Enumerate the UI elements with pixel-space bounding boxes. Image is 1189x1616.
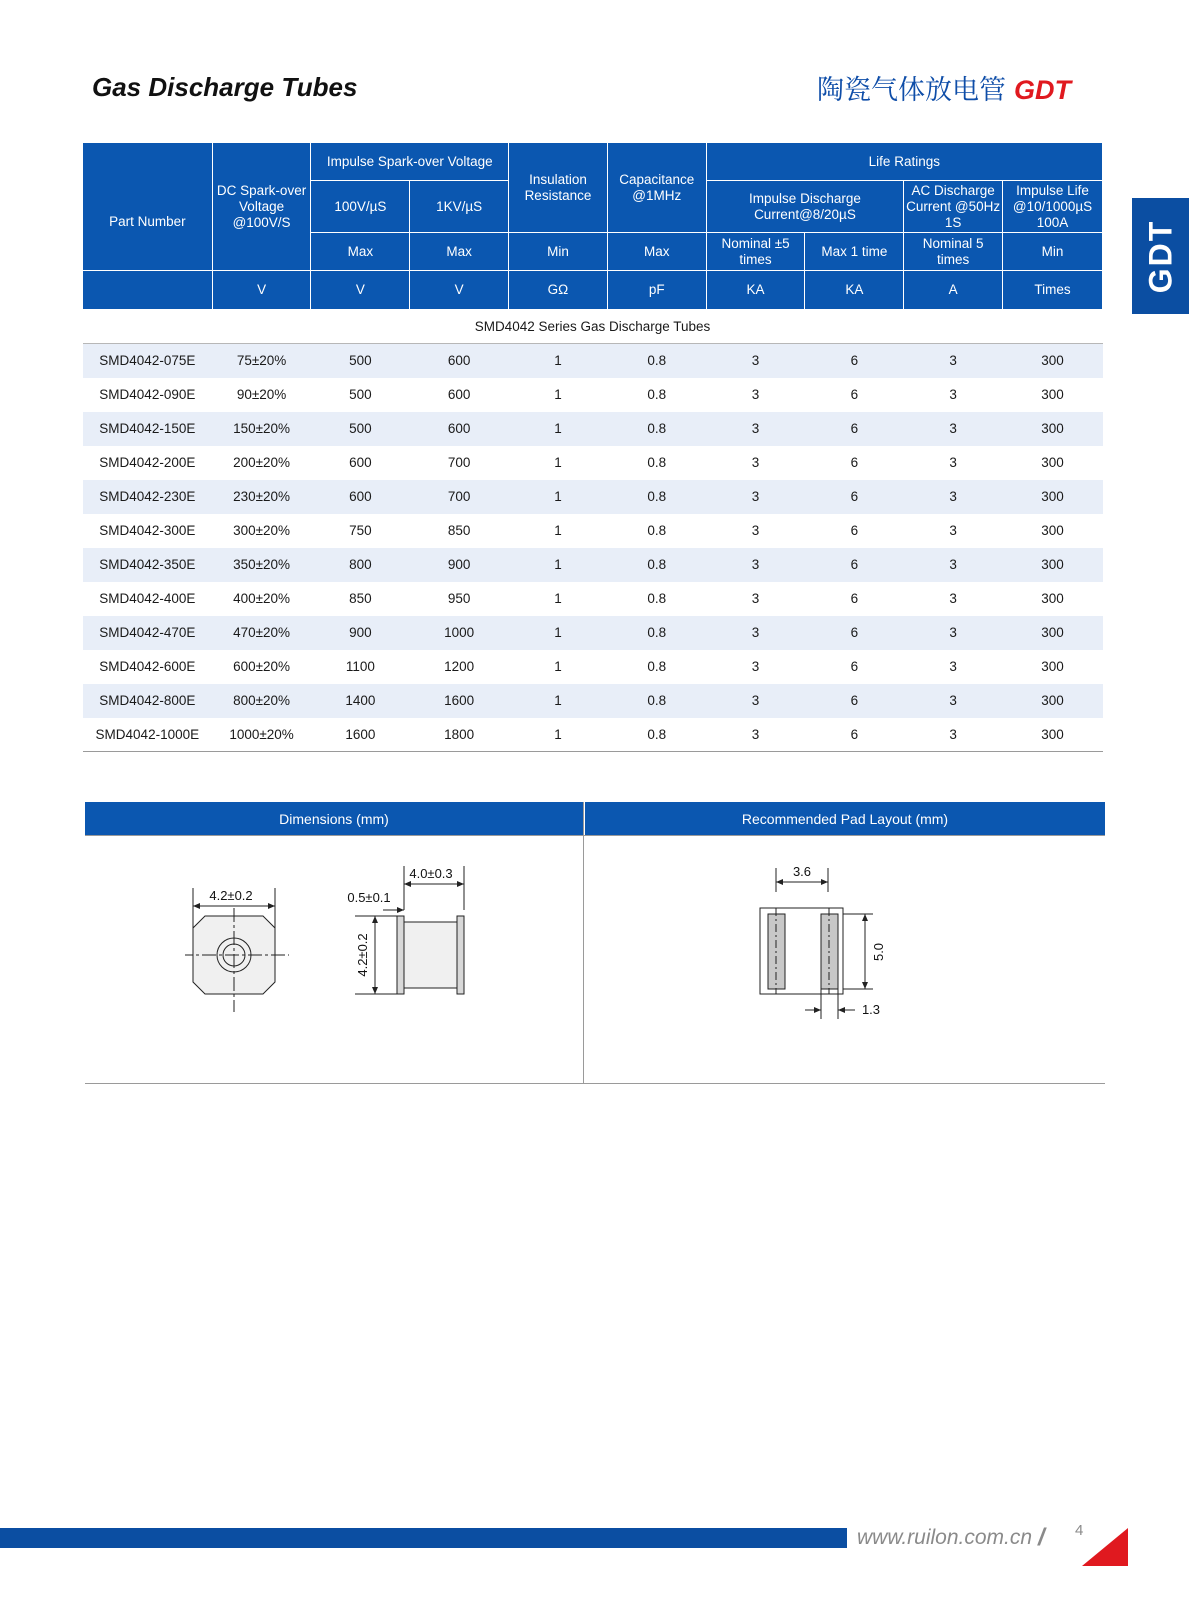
- sub-min-life: Min: [1003, 233, 1103, 271]
- pad-width-label: 1.3: [861, 1002, 881, 1017]
- col-dc-spark: DC Spark-over Voltage @100V/S: [212, 143, 311, 271]
- pad-layout-heading: Recommended Pad Layout (mm): [585, 802, 1105, 835]
- table-cell: 6: [805, 344, 904, 378]
- table-cell: 230±20%: [212, 480, 311, 514]
- table-cell: 3: [904, 548, 1003, 582]
- table-cell: 300: [1003, 616, 1103, 650]
- spec-table: [82, 142, 1103, 752]
- table-cell: 3: [706, 446, 805, 480]
- table-cell: 75±20%: [212, 344, 311, 378]
- page-number: 4: [1075, 1522, 1084, 1539]
- side-tab-label: GDT: [1142, 219, 1179, 293]
- table-cell: 90±20%: [212, 378, 311, 412]
- sub-nominal-ac: Nominal 5 times: [904, 233, 1003, 271]
- table-cell: 300: [1003, 582, 1103, 616]
- table-cell: 3: [904, 582, 1003, 616]
- table-cell: SMD4042-150E: [83, 412, 213, 446]
- table-cell: 3: [706, 412, 805, 446]
- table-cell: SMD4042-350E: [83, 548, 213, 582]
- table-row: [83, 480, 1103, 514]
- unit-insulation: GΩ: [509, 271, 608, 310]
- title-cn-text: 陶瓷气体放电管: [817, 75, 1006, 106]
- footer-url: www.ruilon.com.cn: [857, 1526, 1033, 1549]
- table-cell: 1: [509, 582, 608, 616]
- table-cell: 300: [1003, 412, 1103, 446]
- table-cell: 300: [1003, 344, 1103, 378]
- table-row: [83, 616, 1103, 650]
- table-cell: 350±20%: [212, 548, 311, 582]
- table-cell: 0.8: [607, 514, 706, 548]
- table-cell: 500: [311, 412, 410, 446]
- table-cell: 850: [410, 514, 509, 548]
- table-cell: 750: [311, 514, 410, 548]
- table-cell: 3: [904, 378, 1003, 412]
- table-cell: 600: [410, 412, 509, 446]
- table-cell: 500: [311, 344, 410, 378]
- table-cell: 3: [904, 650, 1003, 684]
- unit-life: Times: [1003, 271, 1103, 310]
- table-cell: SMD4042-200E: [83, 446, 213, 480]
- table-cell: 6: [805, 684, 904, 718]
- table-cell: 1000±20%: [212, 718, 311, 752]
- table-cell: 200±20%: [212, 446, 311, 480]
- panel-divider: [583, 802, 584, 1084]
- table-cell: 900: [410, 548, 509, 582]
- table-cell: 6: [805, 480, 904, 514]
- table-row: [83, 446, 1103, 480]
- table-cell: 6: [805, 446, 904, 480]
- table-cell: 600±20%: [212, 650, 311, 684]
- unit-100v: V: [311, 271, 410, 310]
- table-cell: 0.8: [607, 412, 706, 446]
- front-view-drawing: [185, 882, 325, 1042]
- table-cell: 0.8: [607, 548, 706, 582]
- page-title: Gas Discharge Tubes: [92, 72, 358, 102]
- sub-max-capacitance: Max: [607, 233, 706, 271]
- table-row: [83, 684, 1103, 718]
- table-cell: 0.8: [607, 684, 706, 718]
- col-life-ratings: Life Ratings: [706, 143, 1102, 181]
- table-cell: 3: [904, 616, 1003, 650]
- table-cell: 6: [805, 412, 904, 446]
- series-label: SMD4042 Series Gas Discharge Tubes: [83, 310, 1103, 344]
- table-row: [83, 514, 1103, 548]
- table-cell: 3: [904, 412, 1003, 446]
- table-cell: SMD4042-230E: [83, 480, 213, 514]
- table-cell: 3: [904, 446, 1003, 480]
- table-cell: 3: [904, 344, 1003, 378]
- table-row: [83, 548, 1103, 582]
- col-1kv: 1KV/µS: [410, 181, 509, 233]
- table-row: [83, 582, 1103, 616]
- col-capacitance: Capacitance @1MHz: [607, 143, 706, 233]
- table-cell: 150±20%: [212, 412, 311, 446]
- table-cell: 6: [805, 718, 904, 752]
- unit-ac: A: [904, 271, 1003, 310]
- footer-slash: /: [1038, 1524, 1045, 1551]
- sub-max-impulse: Max 1 time: [805, 233, 904, 271]
- table-cell: 700: [410, 480, 509, 514]
- table-cell: 3: [904, 684, 1003, 718]
- table-cell: 800: [311, 548, 410, 582]
- unit-dc: V: [212, 271, 311, 310]
- table-cell: 300: [1003, 378, 1103, 412]
- table-cell: 1: [509, 378, 608, 412]
- table-row: [83, 344, 1103, 378]
- table-cell: SMD4042-800E: [83, 684, 213, 718]
- table-cell: 600: [311, 446, 410, 480]
- table-cell: 1600: [311, 718, 410, 752]
- table-cell: 400±20%: [212, 582, 311, 616]
- side-length-label: 4.0±0.3: [409, 866, 453, 881]
- table-cell: 3: [706, 616, 805, 650]
- col-ac-discharge: AC Discharge Current @50Hz 1S: [904, 181, 1003, 233]
- front-width-label: 4.2±0.2: [209, 888, 253, 903]
- dimensions-header: [85, 802, 1105, 836]
- title-cn-suffix: GDT: [1014, 75, 1071, 105]
- table-cell: SMD4042-600E: [83, 650, 213, 684]
- table-cell: 3: [706, 548, 805, 582]
- table-cell: 3: [904, 480, 1003, 514]
- table-cell: 3: [706, 480, 805, 514]
- col-100v: 100V/µS: [311, 181, 410, 233]
- dimensions-panel: [85, 802, 1105, 1084]
- col-part-number: Part Number: [83, 143, 213, 271]
- table-cell: 300: [1003, 480, 1103, 514]
- table-cell: 3: [706, 378, 805, 412]
- table-cell: 300: [1003, 514, 1103, 548]
- table-cell: SMD4042-470E: [83, 616, 213, 650]
- table-cell: SMD4042-1000E: [83, 718, 213, 752]
- col-impulse-life: Impulse Life @10/1000µS 100A: [1003, 181, 1103, 233]
- unit-capacitance: pF: [607, 271, 706, 310]
- table-cell: 3: [706, 514, 805, 548]
- table-cell: 1: [509, 344, 608, 378]
- table-cell: 3: [706, 718, 805, 752]
- table-cell: 0.8: [607, 446, 706, 480]
- table-cell: 6: [805, 582, 904, 616]
- dimensions-heading: Dimensions (mm): [85, 802, 583, 835]
- table-cell: 700: [410, 446, 509, 480]
- table-cell: 300±20%: [212, 514, 311, 548]
- table-cell: 3: [904, 718, 1003, 752]
- side-height-label: 4.2±0.2: [355, 933, 370, 977]
- table-cell: 6: [805, 548, 904, 582]
- table-cell: 470±20%: [212, 616, 311, 650]
- table-cell: 600: [311, 480, 410, 514]
- pad-length-label: 5.0: [871, 942, 886, 962]
- table-cell: 3: [706, 684, 805, 718]
- table-cell: 300: [1003, 446, 1103, 480]
- table-cell: 0.8: [607, 582, 706, 616]
- table-cell: 1: [509, 446, 608, 480]
- page-title-cn: [817, 68, 1071, 107]
- side-cap-label: 0.5±0.1: [347, 890, 391, 905]
- table-cell: 950: [410, 582, 509, 616]
- table-cell: 300: [1003, 684, 1103, 718]
- table-cell: 1: [509, 616, 608, 650]
- table-cell: 1: [509, 684, 608, 718]
- table-cell: 0.8: [607, 344, 706, 378]
- table-row: [83, 650, 1103, 684]
- unit-part-blank: [83, 271, 213, 310]
- col-impulse-discharge: Impulse Discharge Current@8/20µS: [706, 181, 904, 233]
- table-cell: 1: [509, 514, 608, 548]
- sub-nominal-impulse: Nominal ±5 times: [706, 233, 805, 271]
- table-row: [83, 718, 1103, 752]
- table-cell: 1: [509, 650, 608, 684]
- corner-triangle: [1082, 1528, 1128, 1566]
- table-cell: 6: [805, 514, 904, 548]
- table-cell: 6: [805, 650, 904, 684]
- table-cell: 1600: [410, 684, 509, 718]
- table-cell: 3: [706, 582, 805, 616]
- table-row: [83, 378, 1103, 412]
- table-cell: 600: [410, 378, 509, 412]
- table-row: [83, 412, 1103, 446]
- table-cell: 300: [1003, 718, 1103, 752]
- table-cell: 0.8: [607, 718, 706, 752]
- table-cell: 1400: [311, 684, 410, 718]
- unit-impulse-nominal: KA: [706, 271, 805, 310]
- table-cell: 300: [1003, 650, 1103, 684]
- pad-layout-drawing: [755, 862, 915, 1032]
- table-cell: 900: [311, 616, 410, 650]
- table-cell: 0.8: [607, 650, 706, 684]
- unit-1kv: V: [410, 271, 509, 310]
- table-cell: 0.8: [607, 378, 706, 412]
- table-cell: SMD4042-090E: [83, 378, 213, 412]
- table-cell: 1: [509, 480, 608, 514]
- table-cell: 500: [311, 378, 410, 412]
- pad-spacing-label: 3.6: [792, 864, 812, 879]
- table-cell: 3: [706, 344, 805, 378]
- sub-min-insulation: Min: [509, 233, 608, 271]
- sub-max-100v: Max: [311, 233, 410, 271]
- unit-impulse-max: KA: [805, 271, 904, 310]
- table-cell: 3: [706, 650, 805, 684]
- table-cell: 600: [410, 344, 509, 378]
- footer-bar: [0, 1528, 847, 1548]
- table-cell: 6: [805, 378, 904, 412]
- table-cell: 1000: [410, 616, 509, 650]
- table-cell: 1200: [410, 650, 509, 684]
- col-insulation: Insulation Resistance: [509, 143, 608, 233]
- table-cell: SMD4042-300E: [83, 514, 213, 548]
- table-cell: 0.8: [607, 480, 706, 514]
- table-cell: 3: [904, 514, 1003, 548]
- side-view-drawing: [347, 862, 487, 1032]
- col-impulse-spark: Impulse Spark-over Voltage: [311, 143, 509, 181]
- table-cell: 1100: [311, 650, 410, 684]
- sub-max-1kv: Max: [410, 233, 509, 271]
- table-cell: 6: [805, 616, 904, 650]
- table-cell: 850: [311, 582, 410, 616]
- table-cell: SMD4042-075E: [83, 344, 213, 378]
- side-tab: [1132, 198, 1189, 314]
- table-cell: 0.8: [607, 616, 706, 650]
- table-cell: 1: [509, 718, 608, 752]
- table-cell: 1800: [410, 718, 509, 752]
- table-cell: 800±20%: [212, 684, 311, 718]
- table-cell: 1: [509, 548, 608, 582]
- table-cell: SMD4042-400E: [83, 582, 213, 616]
- table-cell: 1: [509, 412, 608, 446]
- table-cell: 300: [1003, 548, 1103, 582]
